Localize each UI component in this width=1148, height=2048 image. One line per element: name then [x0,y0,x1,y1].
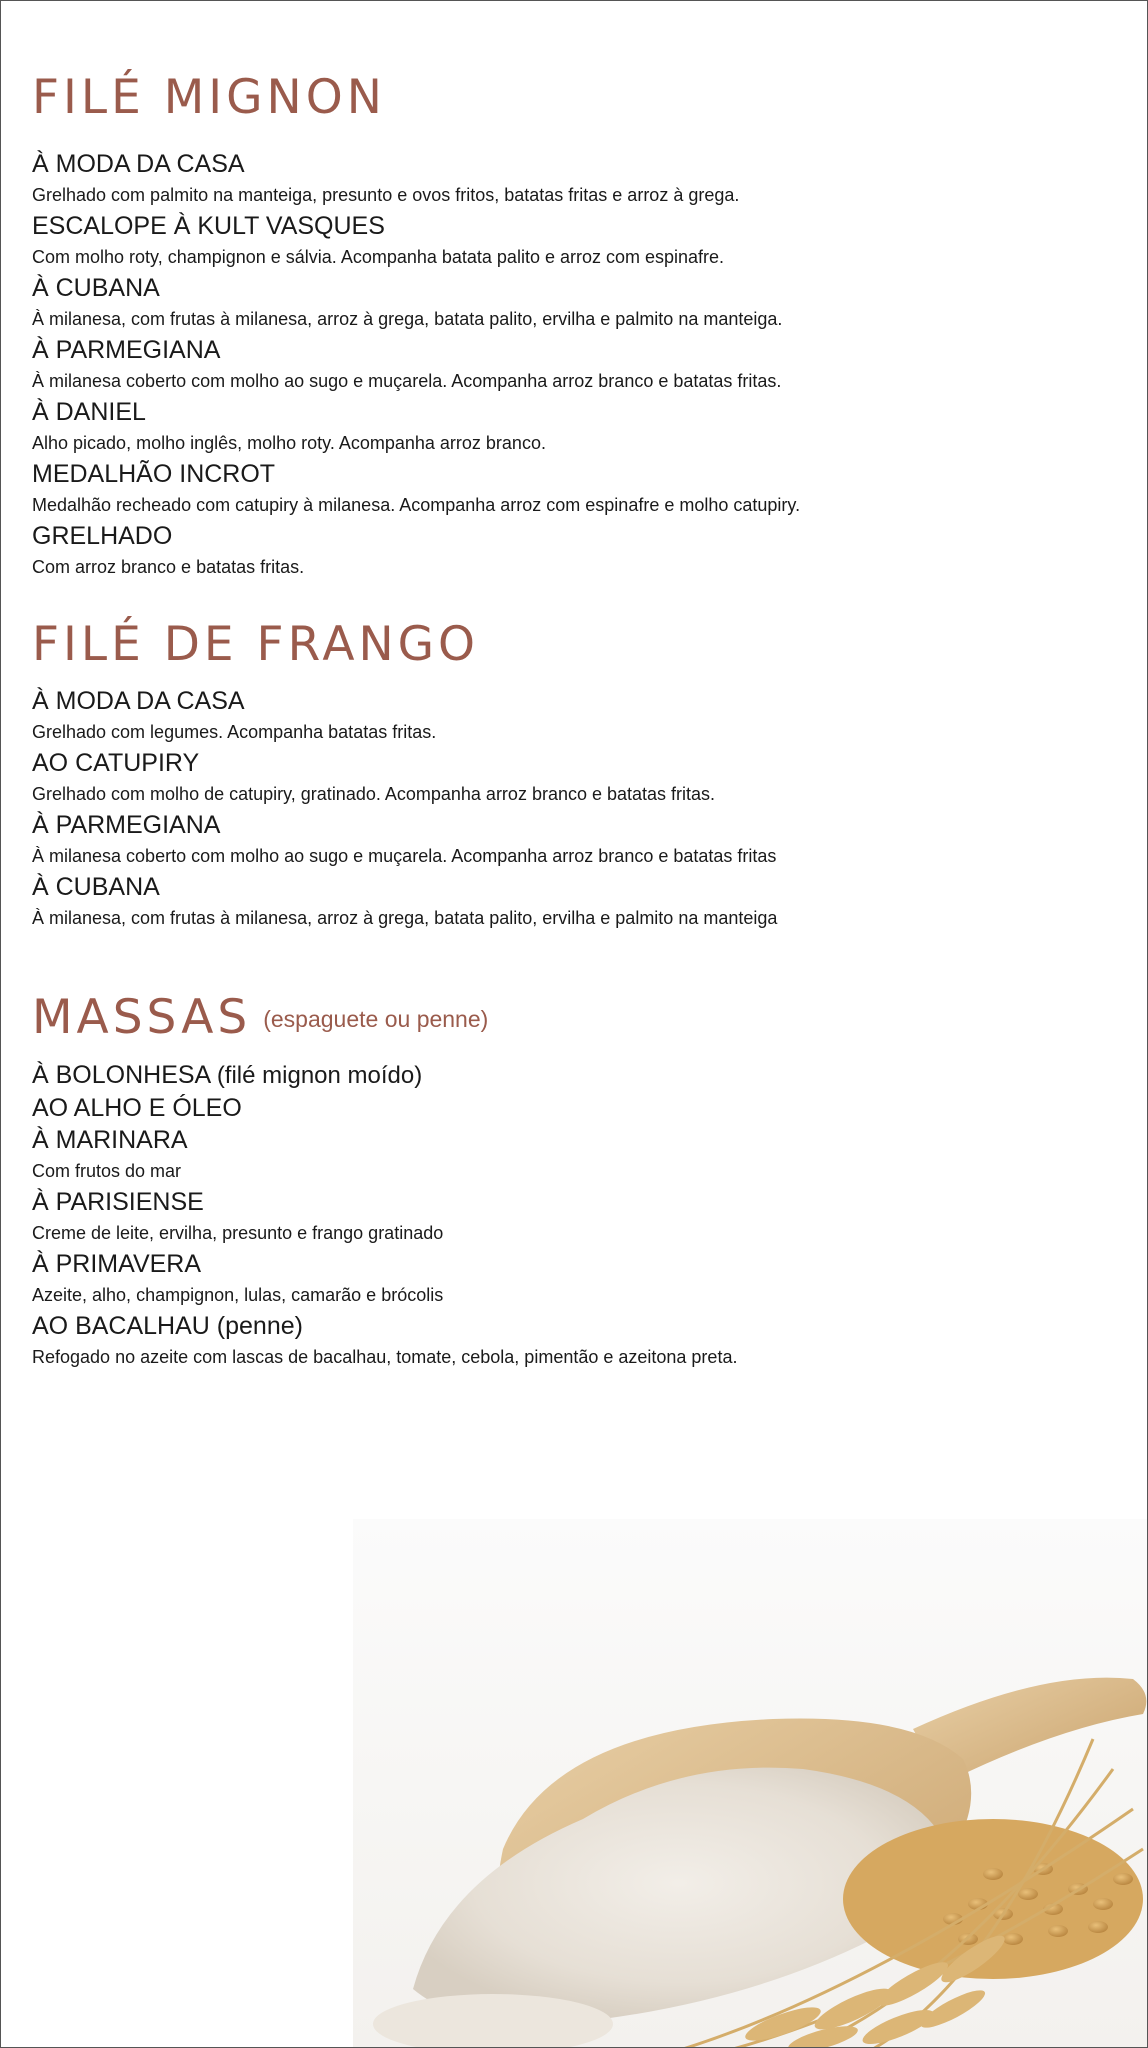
item-description: Com frutos do mar [32,1161,182,1181]
item-description: Alho picado, molho inglês, molho roty. Acompanha arroz branco. [32,433,546,453]
item-name: À PARISIENSE [32,1188,204,1216]
flour-wheat-illustration [353,1519,1148,2048]
menu-list-file-de-frango [32,685,1112,933]
list-item [32,1186,1112,1248]
item-name: À BOLONHESA [32,1061,210,1089]
list-item [32,396,1112,458]
item-description: Creme de leite, ervilha, presunto e frango gratinado [32,1223,444,1243]
item-description: À milanesa, com frutas à milanesa, arroz à grega, batata palito, ervilha e palmito na manteiga [32,908,778,928]
item-name: AO BACALHAU (penne) [32,1312,303,1340]
flour-wheat-image [353,1519,1148,2048]
item-description: À milanesa, com frutas à milanesa, arroz à grega, batata palito, ervilha e palmito na manteiga. [32,309,783,329]
item-description: Com molho roty, champignon e sálvia. Acompanha batata palito e arroz com espinafre. [32,247,725,267]
item-name: À CUBANA [32,274,160,302]
list-item [32,272,1112,334]
section-title-file-mignon: FILÉ MIGNON [32,70,386,125]
list-item [32,1310,1112,1372]
item-description: Azeite, alho, champignon, lulas, camarão e brócolis [32,1285,444,1305]
item-description: Com arroz branco e batatas fritas. [32,557,305,577]
menu-list-massas [32,1059,1112,1372]
item-description: Grelhado com molho de catupiry, gratinado. Acompanha arroz branco e batatas fritas. [32,784,716,804]
list-item [32,685,1112,747]
section-title-file-de-frango: FILÉ DE FRANGO [32,617,480,672]
item-description: Medalhão recheado com catupiry à milanesa. Acompanha arroz com espinafre e molho catupiry. [32,495,801,515]
list-item [32,1124,1112,1186]
item-name: À MARINARA [32,1126,188,1154]
list-item [32,809,1112,871]
section-title-text: MASSAS [32,990,252,1045]
item-description: Grelhado com palmito na manteiga, presunto e ovos fritos, batatas fritas e arroz à grega. [32,185,740,205]
item-description: Grelhado com legumes. Acompanha batatas fritas. [32,722,437,742]
item-name: AO ALHO E ÓLEO [32,1094,242,1122]
item-name: À MODA DA CASA [32,687,245,715]
menu-list-file-mignon [32,148,1112,582]
section-note: (espaguete ou penne) [263,1006,489,1032]
item-name: GRELHADO [32,522,173,550]
item-name: À PARMEGIANA [32,336,221,364]
list-item [32,747,1112,809]
item-name: ESCALOPE À KULT VASQUES [32,212,385,240]
item-name: MEDALHÃO INCROT [32,460,276,488]
item-name: À DANIEL [32,398,146,426]
list-item [32,1092,1112,1124]
list-item [32,871,1112,933]
item-name: À PARMEGIANA [32,811,221,839]
item-name: AO CATUPIRY [32,749,200,777]
list-item [32,1248,1112,1310]
list-item [32,210,1112,272]
list-item [32,520,1112,582]
item-description: À milanesa coberto com molho ao sugo e muçarela. Acompanha arroz branco e batatas fritas. [32,371,782,391]
section-title-massas [32,990,489,1045]
item-name: À CUBANA [32,873,160,901]
item-name-row [32,1059,1112,1092]
list-item [32,458,1112,520]
item-description: Refogado no azeite com lascas de bacalhau, tomate, cebola, pimentão e azeitona preta. [32,1347,738,1367]
item-name-suffix: (filé mignon moído) [216,1062,423,1089]
list-item [32,334,1112,396]
list-item [32,1059,1112,1092]
list-item [32,148,1112,210]
item-description: À milanesa coberto com molho ao sugo e muçarela. Acompanha arroz branco e batatas fritas [32,846,777,866]
item-name: À PRIMAVERA [32,1250,202,1278]
item-name: À MODA DA CASA [32,150,245,178]
